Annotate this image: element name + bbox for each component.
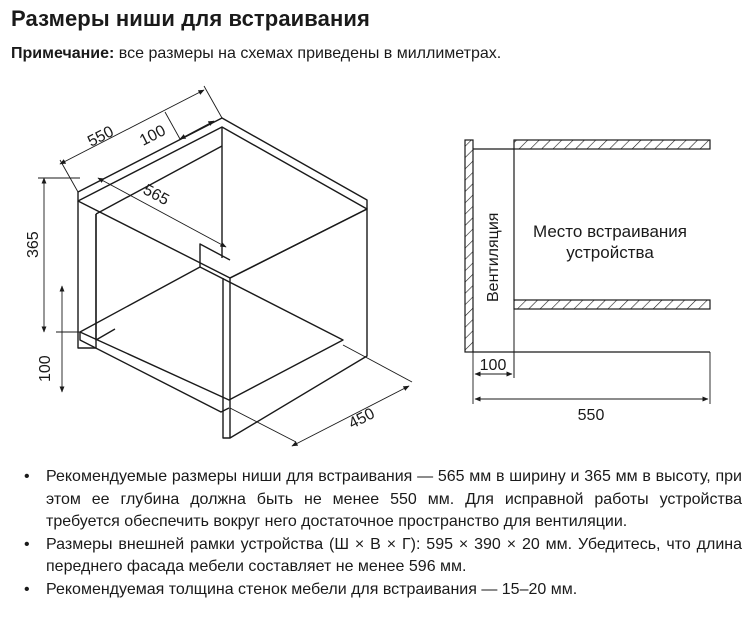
cabinet-bottom-shelf-edge (80, 332, 229, 412)
dim-label-550: 550 (85, 123, 117, 151)
dim-label-100-top: 100 (137, 122, 169, 150)
list-item: • Рекомендуемые размеры ниши для встраивания — 565 мм в ширину и 365 мм в высоту, при этом ее глубина должна быть не менее 550 мм. Для исправной работы устройства требуется обеспечить вокруг него достаточное пространство для вентиляции. (0, 466, 746, 534)
dim-label-depth-550: 550 (577, 407, 605, 424)
left-wall-hatch (465, 140, 473, 352)
cabinet-inner-wall (200, 244, 230, 267)
bottom-wall-hatch (514, 300, 710, 309)
cabinet-left-panel (78, 201, 96, 348)
cabinet-right-panel (230, 209, 367, 438)
cabinet-front-edge (223, 278, 230, 438)
install-label-line2: устройства (566, 243, 654, 262)
dim-label-100-bottom: 100 (37, 355, 54, 382)
cabinet-bottom-shelf (80, 267, 343, 400)
dim-label-vent: 100 (479, 357, 507, 374)
dim-550-line (60, 90, 204, 164)
requirements-list (0, 466, 746, 601)
dim-550-ext-b (204, 86, 222, 118)
dim-label-450: 450 (346, 405, 378, 433)
dim-label-365: 365 (25, 231, 42, 258)
list-item: • Размеры внешней рамки устройства (Ш × В × Г): 595 × 390 × 20 мм. Убедитесь, что длина переднего фасада мебели составляет не менее 596 мм. (0, 534, 746, 579)
ventilation-label: Вентиляция (485, 212, 502, 302)
dim-100-top-line (180, 121, 214, 139)
dim-450-ext-a (230, 408, 296, 442)
list-item: • Рекомендуемая толщина стенок мебели для встраивания — 15–20 мм. (0, 579, 746, 602)
note-label: Примечание: (11, 45, 115, 62)
dim-550-ext-a (60, 160, 78, 192)
dim-label-565: 565 (140, 181, 172, 210)
install-label-line1: Место встраивания (533, 222, 687, 241)
top-wall-hatch (514, 140, 710, 149)
page-title: Размеры ниши для встраивания (11, 6, 370, 31)
note-text: все размеры на схемах приведены в миллиметрах. (114, 45, 502, 62)
